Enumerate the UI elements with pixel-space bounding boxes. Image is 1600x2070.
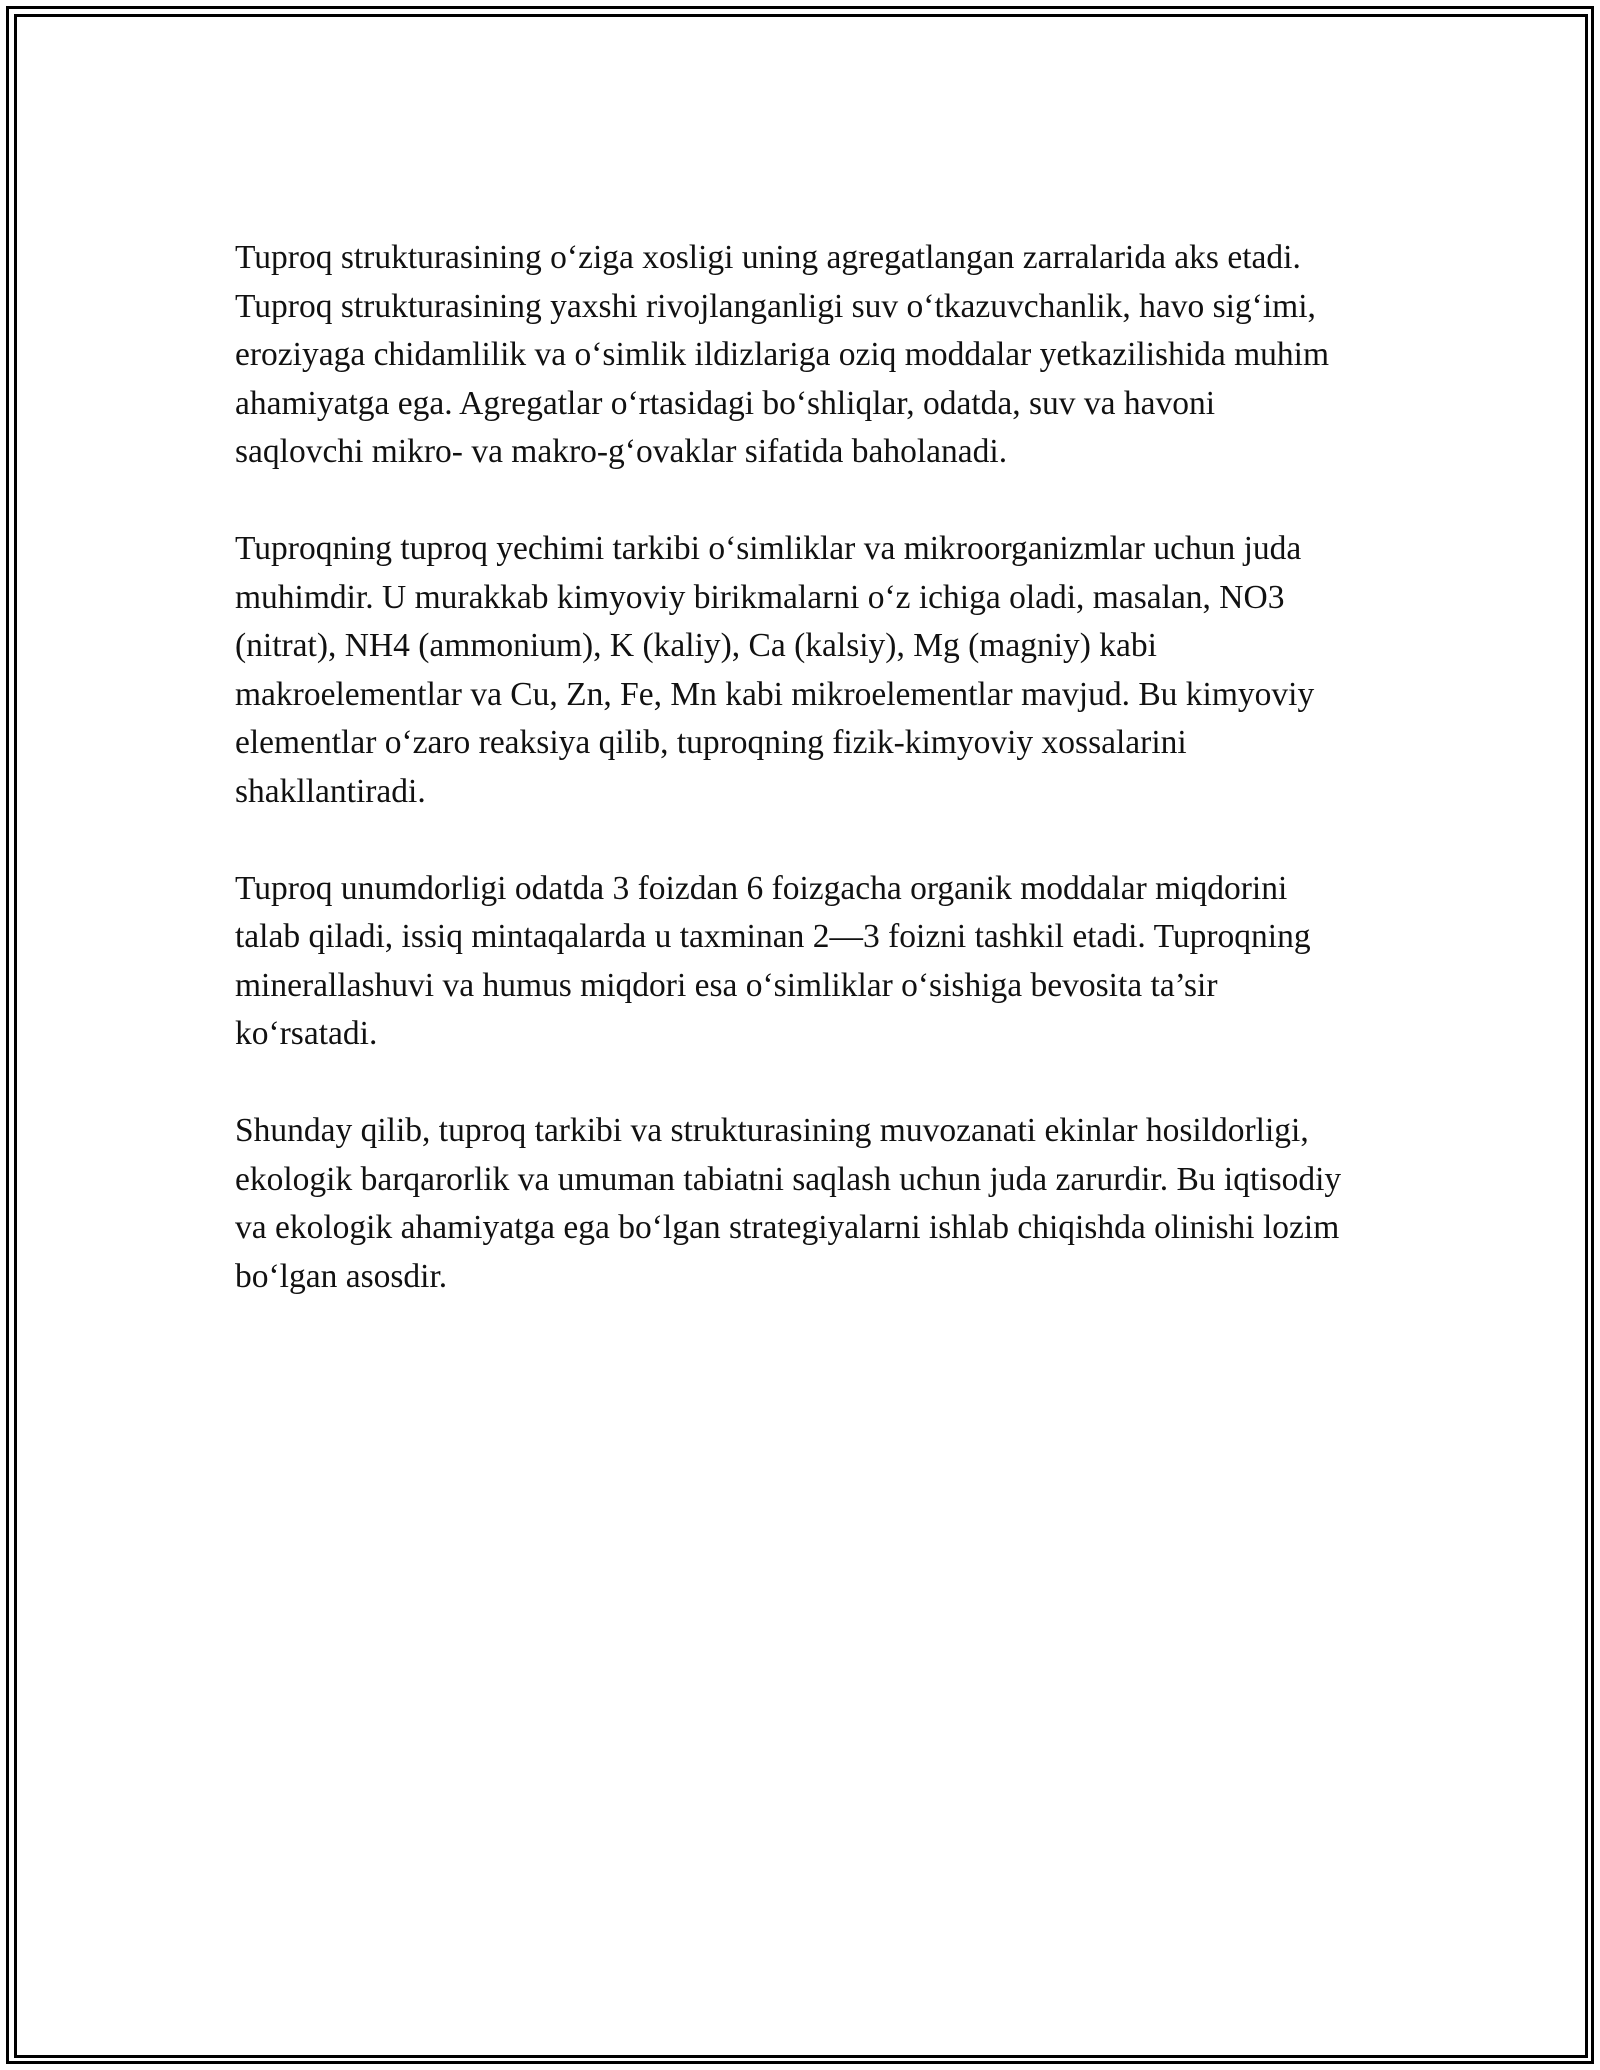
paragraph-soil-solution: Tuproqning tuproq yechimi tarkibi o‘simliklar va mikroorganizmlar uchun juda muhimdir. U murakkab kimyoviy birikmalarni o‘z ichiga oladi, masalan, NO3 (nitrat), NH4 (ammonium), K (kaliy), Ca (kalsiy), Mg (magniy) kabi makroelementlar va Cu, Zn, Fe, Mn kabi mikroelementlar mavjud. Bu kimyoviy elementlar o‘zaro reaksiya qilib, tuproqning fizik-kimyoviy xossalarini shakllantiradi. bbox=[235, 530, 1315, 810]
paragraph-soil-fertility: Tuproq unumdorligi odatda 3 foizdan 6 foizgacha organik moddalar miqdorini talab qiladi, issiq mintaqalarda u taxminan 2—3 foizni tashkil etadi. Tuproqning minerallashuvi va humus miqdori esa o‘simliklar o‘sishiga bevosita ta’sir ko‘rsatadi. bbox=[235, 869, 1311, 1052]
paragraph-soil-structure: Tuproq strukturasining o‘ziga xosligi uning agregatlangan zarralarida aks etadi. Tuproq strukturasining yaxshi rivojlanganligi suv o‘tkazuvchanlik, havo sig‘imi, eroziyaga chidamlilik va o‘simlik ildizlariga oziq moddalar yetkazilishida muhim ahamiyatga ega. Agregatlar o‘rtasidagi bo‘shliqlar, odatda, suv va havoni saqlovchi mikro- va makro-g‘ovaklar sifatida baholanadi. bbox=[235, 239, 1330, 470]
paragraph-conclusion: Shunday qilib, tuproq tarkibi va strukturasining muvozanati ekinlar hosildorligi, ekologik barqarorlik va umuman tabiatni saqlash uchun juda zarurdir. Bu iqtisodiy va ekologik ahamiyatga ega bo‘lgan strategiyalarni ishlab chiqishda olinishi lozim bo‘lgan asosdir. bbox=[235, 1112, 1342, 1295]
document-body bbox=[235, 234, 1345, 1350]
